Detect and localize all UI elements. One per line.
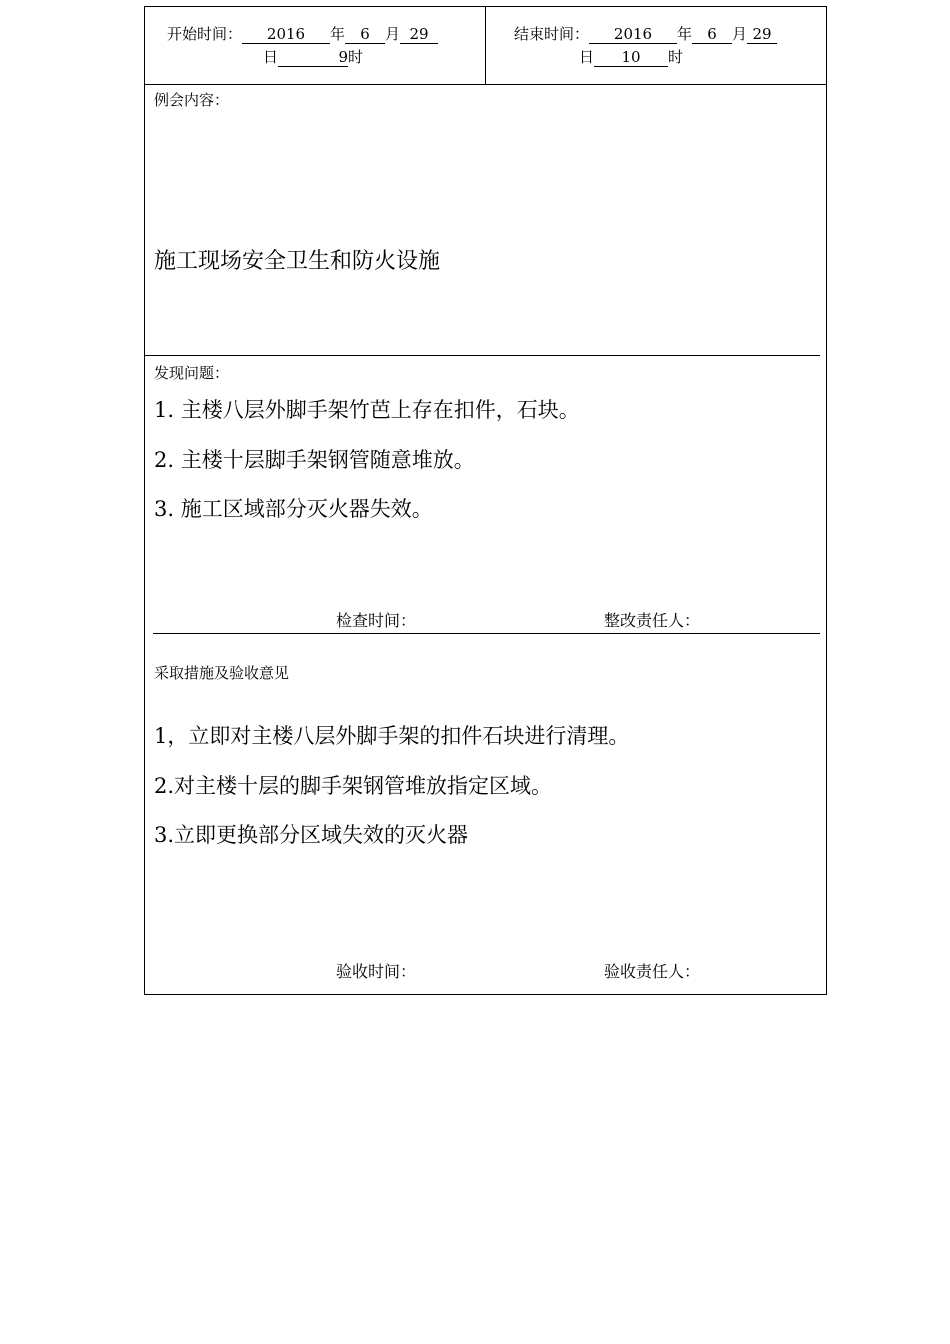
end-time-cell — [486, 7, 827, 84]
start-time-label: 开始时间： — [167, 25, 243, 43]
acceptance-time-label: 验收时间： — [336, 962, 417, 981]
measures-label: 采取措施及验收意见 — [154, 664, 290, 682]
problem-item-3: 3. 施工区域部分灭火器失效。 — [154, 497, 433, 521]
end-time-line-1 — [514, 23, 827, 46]
end-month-unit: 月 — [732, 25, 748, 43]
check-time-label: 检查时间： — [336, 611, 417, 630]
start-day-value: 29 — [400, 25, 438, 44]
meeting-content-label: 例会内容： — [154, 91, 230, 109]
acceptance-person-label: 验收责任人： — [604, 962, 701, 981]
end-day-unit: 日 — [579, 48, 595, 66]
problem-item-1: 1. 主楼八层外脚手架竹芭上存在扣件，石块。 — [154, 398, 580, 422]
start-time-line-2 — [167, 46, 485, 69]
start-day-unit: 日 — [263, 48, 279, 66]
problems-divider — [153, 633, 820, 634]
measure-item-2: 2.对主楼十层的脚手架钢管堆放指定区域。 — [154, 774, 553, 798]
start-hour-unit: 时 — [348, 48, 364, 66]
meeting-topic: 施工现场安全卫生和防火设施 — [154, 249, 441, 274]
end-year-value: 2016 — [589, 25, 677, 44]
start-time-line-1 — [167, 23, 485, 46]
problems-label: 发现问题： — [154, 364, 230, 382]
meeting-divider — [145, 355, 820, 356]
problem-item-2: 2. 主楼十层脚手架钢管随意堆放。 — [154, 448, 475, 472]
start-year-unit: 年 — [330, 25, 346, 43]
end-day-value: 29 — [747, 25, 777, 44]
end-year-unit: 年 — [677, 25, 693, 43]
measure-item-3: 3.立即更换部分区域失效的灭火器 — [154, 823, 469, 847]
end-hour-unit: 时 — [668, 48, 684, 66]
measure-item-1: 1，立即对主楼八层外脚手架的扣件石块进行清理。 — [154, 724, 630, 748]
start-month-value: 6 — [345, 25, 385, 44]
end-hour-value: 10 — [594, 48, 668, 67]
start-year-value: 2016 — [242, 25, 330, 44]
rectify-person-label: 整改责任人： — [604, 611, 701, 630]
time-row — [145, 7, 826, 85]
start-hour-value: 9 — [278, 48, 348, 67]
end-time-line-2 — [514, 46, 827, 69]
start-time-cell — [145, 7, 486, 84]
meeting-record-form — [144, 6, 827, 995]
end-time-label: 结束时间： — [514, 25, 590, 43]
start-month-unit: 月 — [385, 25, 401, 43]
end-month-value: 6 — [692, 25, 732, 44]
